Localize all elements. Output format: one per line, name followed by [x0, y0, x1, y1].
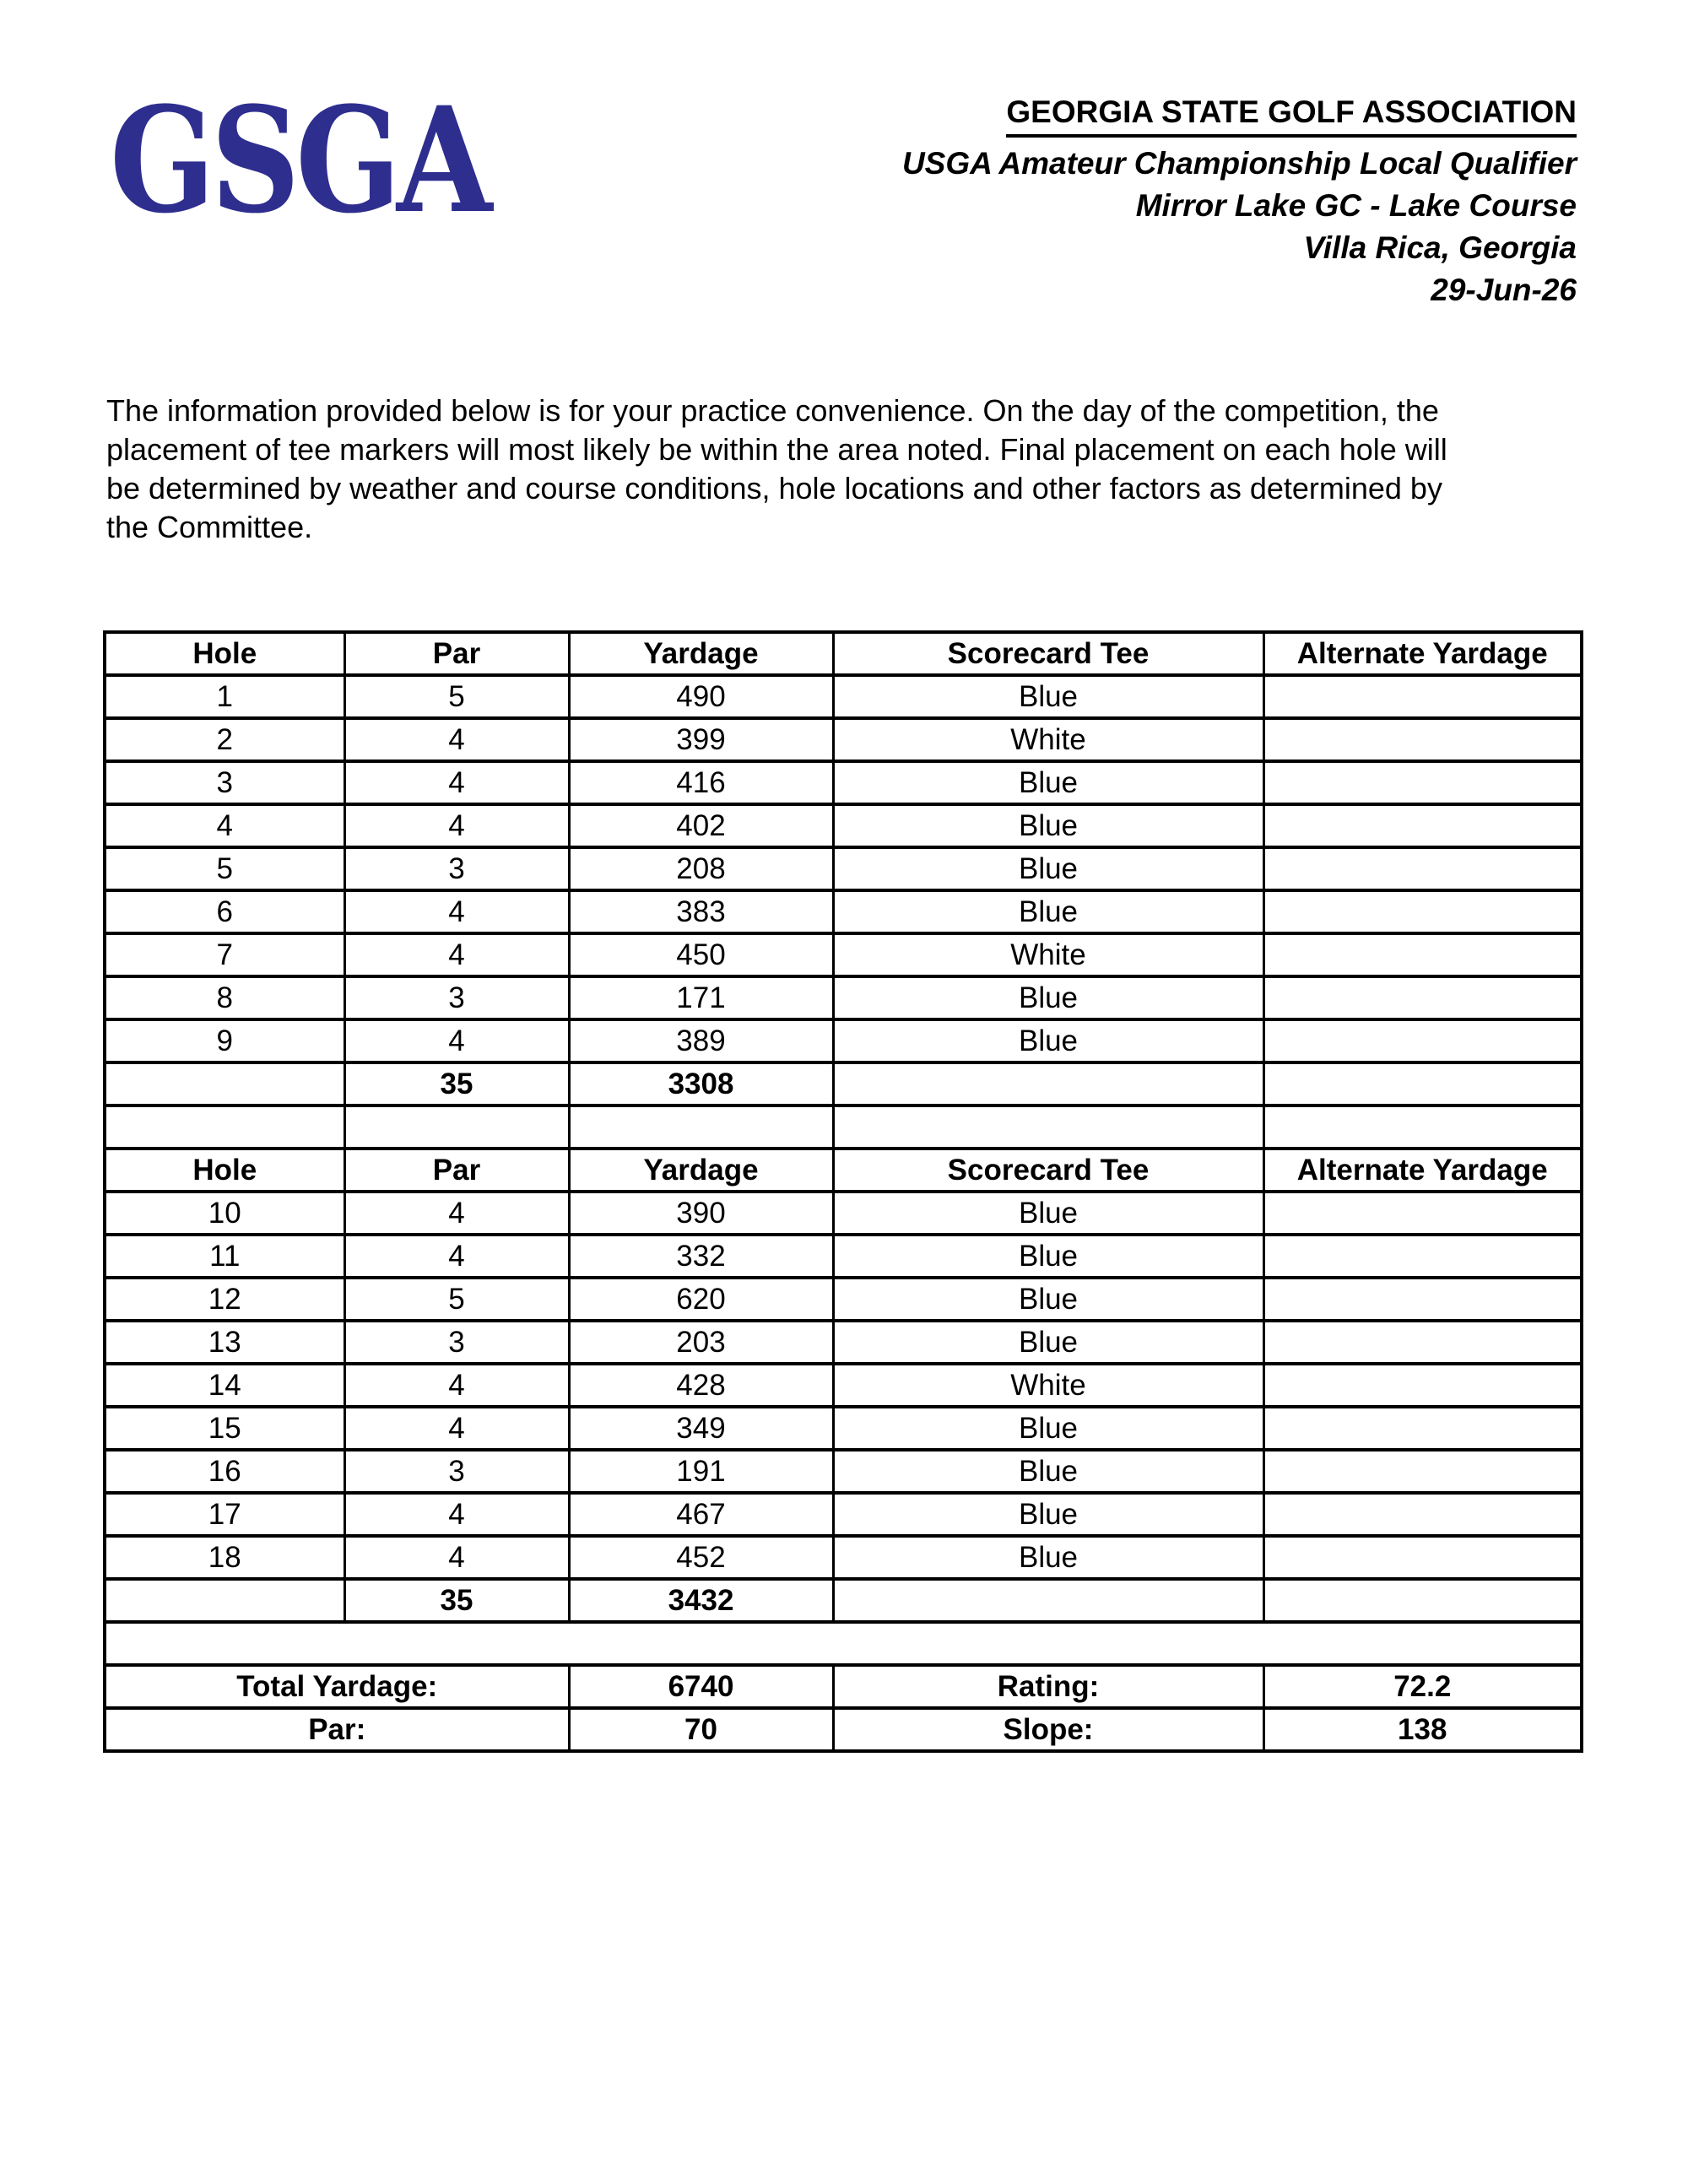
table-row [105, 718, 1582, 761]
table-row [105, 1622, 1582, 1665]
yardage-cell: 191 [569, 1450, 833, 1493]
yardage-cell: 620 [569, 1278, 833, 1321]
hole-cell: 4 [105, 804, 344, 847]
page-title: GEORGIA STATE GOLF ASSOCIATION [1006, 95, 1577, 138]
alternate-yardage-cell [1263, 1407, 1582, 1450]
alternate-yardage-cell [1263, 718, 1582, 761]
alternate-yardage-cell [1263, 1536, 1582, 1579]
header-subtitle-line: 29-Jun-26 [1431, 272, 1577, 307]
empty-cell [833, 1062, 1263, 1106]
yardage-cell: 390 [569, 1192, 833, 1235]
separator-cell [1263, 1106, 1582, 1149]
par-cell: 4 [344, 1493, 569, 1536]
scorecard-tee-cell: Blue [833, 847, 1263, 890]
alternate-yardage-cell [1263, 890, 1582, 933]
yardage-cell: 452 [569, 1536, 833, 1579]
scorecard-tee-cell: Blue [833, 976, 1263, 1019]
intro-paragraph [106, 392, 1447, 547]
table-row [105, 1493, 1582, 1536]
scorecard-tee-cell: Blue [833, 675, 1263, 718]
yardage-cell: 389 [569, 1019, 833, 1062]
column-header-cell: Yardage [569, 1149, 833, 1192]
hole-cell: 15 [105, 1407, 344, 1450]
hole-cell: 10 [105, 1192, 344, 1235]
column-header-cell: Par [344, 632, 569, 675]
subtotal-yardage-cell: 3432 [569, 1579, 833, 1622]
par-cell: 4 [344, 1019, 569, 1062]
separator-cell [105, 1622, 1582, 1665]
par-cell: 3 [344, 976, 569, 1019]
table-row [105, 1364, 1582, 1407]
tee-table-body [105, 632, 1582, 1751]
hole-cell: 2 [105, 718, 344, 761]
par-cell: 4 [344, 804, 569, 847]
par-cell: 4 [344, 1364, 569, 1407]
alternate-yardage-cell [1263, 1235, 1582, 1278]
intro-line: placement of tee markers will most likely be within the area noted. Final placement on each hole will [106, 432, 1447, 467]
table-row [105, 804, 1582, 847]
empty-cell [105, 1062, 344, 1106]
scorecard-tee-cell: Blue [833, 804, 1263, 847]
hole-cell: 5 [105, 847, 344, 890]
alternate-yardage-cell [1263, 761, 1582, 804]
hole-cell: 16 [105, 1450, 344, 1493]
table-row [105, 761, 1582, 804]
hole-cell: 7 [105, 933, 344, 976]
yardage-cell: 349 [569, 1407, 833, 1450]
par-cell: 5 [344, 675, 569, 718]
table-row [105, 933, 1582, 976]
intro-line: the Committee. [106, 510, 313, 544]
hole-cell: 6 [105, 890, 344, 933]
subtotal-yardage-cell: 3308 [569, 1062, 833, 1106]
table-row [105, 890, 1582, 933]
empty-cell [105, 1579, 344, 1622]
hole-cell: 11 [105, 1235, 344, 1278]
hole-cell: 8 [105, 976, 344, 1019]
alternate-yardage-cell [1263, 1493, 1582, 1536]
scorecard-tee-cell: White [833, 718, 1263, 761]
alternate-yardage-cell [1263, 976, 1582, 1019]
par-cell: 4 [344, 761, 569, 804]
yardage-cell: 467 [569, 1493, 833, 1536]
table-row [105, 1321, 1582, 1364]
separator-cell [105, 1106, 344, 1149]
summary-value-cell: 72.2 [1263, 1665, 1582, 1708]
gsga-logo: GSGA [110, 74, 489, 246]
yardage-cell: 490 [569, 675, 833, 718]
column-header-cell: Par [344, 1149, 569, 1192]
par-cell: 4 [344, 1235, 569, 1278]
alternate-yardage-cell [1263, 847, 1582, 890]
scorecard-tee-cell: Blue [833, 1493, 1263, 1536]
yardage-cell: 450 [569, 933, 833, 976]
yardage-cell: 416 [569, 761, 833, 804]
summary-value-cell: 70 [569, 1708, 833, 1751]
hole-cell: 17 [105, 1493, 344, 1536]
par-cell: 3 [344, 847, 569, 890]
header-subtitle-line: Villa Rica, Georgia [1303, 230, 1577, 265]
table-row [105, 1708, 1582, 1751]
scorecard-tee-cell: Blue [833, 1192, 1263, 1235]
document-header [902, 95, 1577, 311]
table-row [105, 847, 1582, 890]
scorecard-tee-cell: Blue [833, 1019, 1263, 1062]
scorecard-tee-cell: White [833, 1364, 1263, 1407]
table-row [105, 1192, 1582, 1235]
yardage-cell: 402 [569, 804, 833, 847]
alternate-yardage-cell [1263, 675, 1582, 718]
empty-cell [833, 1579, 1263, 1622]
par-cell: 5 [344, 1278, 569, 1321]
scorecard-tee-cell: Blue [833, 1450, 1263, 1493]
yardage-cell: 428 [569, 1364, 833, 1407]
scorecard-tee-cell: Blue [833, 761, 1263, 804]
yardage-cell: 399 [569, 718, 833, 761]
table-row [105, 1149, 1582, 1192]
table-row [105, 1019, 1582, 1062]
hole-cell: 9 [105, 1019, 344, 1062]
header-subtitle-line: USGA Amateur Championship Local Qualifier [901, 145, 1577, 181]
hole-cell: 14 [105, 1364, 344, 1407]
alternate-yardage-cell [1263, 1321, 1582, 1364]
scorecard-tee-cell: Blue [833, 1407, 1263, 1450]
table-row [105, 1450, 1582, 1493]
subtotal-par-cell: 35 [344, 1062, 569, 1106]
alternate-yardage-cell [1263, 1364, 1582, 1407]
scorecard-tee-cell: Blue [833, 1321, 1263, 1364]
table-row [105, 1536, 1582, 1579]
separator-cell [833, 1106, 1263, 1149]
intro-line: The information provided below is for your practice convenience. On the day of the competition, the [106, 393, 1439, 428]
column-header-cell: Scorecard Tee [833, 632, 1263, 675]
table-row [105, 976, 1582, 1019]
summary-label-cell: Total Yardage: [105, 1665, 569, 1708]
summary-label-cell: Slope: [833, 1708, 1263, 1751]
par-cell: 4 [344, 1407, 569, 1450]
par-cell: 4 [344, 890, 569, 933]
intro-line: be determined by weather and course conditions, hole locations and other factors as determined by [106, 471, 1442, 505]
alternate-yardage-cell [1263, 1450, 1582, 1493]
scorecard-tee-cell: Blue [833, 1536, 1263, 1579]
par-cell: 4 [344, 1536, 569, 1579]
summary-label-cell: Rating: [833, 1665, 1263, 1708]
column-header-cell: Hole [105, 1149, 344, 1192]
hole-cell: 12 [105, 1278, 344, 1321]
table-row [105, 1665, 1582, 1708]
scorecard-tee-cell: Blue [833, 1278, 1263, 1321]
alternate-yardage-cell [1263, 933, 1582, 976]
empty-cell [1263, 1062, 1582, 1106]
table-row [105, 675, 1582, 718]
yardage-cell: 208 [569, 847, 833, 890]
summary-value-cell: 138 [1263, 1708, 1582, 1751]
table-row [105, 632, 1582, 675]
par-cell: 4 [344, 1192, 569, 1235]
scorecard-tee-cell: Blue [833, 890, 1263, 933]
hole-cell: 1 [105, 675, 344, 718]
table-row [105, 1407, 1582, 1450]
separator-cell [569, 1106, 833, 1149]
par-cell: 4 [344, 933, 569, 976]
header-subtitles [902, 143, 1577, 311]
header-subtitle-line: Mirror Lake GC - Lake Course [1135, 187, 1577, 223]
yardage-cell: 171 [569, 976, 833, 1019]
table-row [105, 1106, 1582, 1149]
scorecard-tee-cell: White [833, 933, 1263, 976]
alternate-yardage-cell [1263, 1192, 1582, 1235]
tee-sheet-table [103, 630, 1583, 1753]
yardage-cell: 383 [569, 890, 833, 933]
summary-value-cell: 6740 [569, 1665, 833, 1708]
column-header-cell: Alternate Yardage [1263, 1149, 1582, 1192]
par-cell: 4 [344, 718, 569, 761]
scorecard-tee-cell: Blue [833, 1235, 1263, 1278]
hole-cell: 13 [105, 1321, 344, 1364]
summary-label-cell: Par: [105, 1708, 569, 1751]
column-header-cell: Yardage [569, 632, 833, 675]
table-row [105, 1062, 1582, 1106]
par-cell: 3 [344, 1450, 569, 1493]
column-header-cell: Scorecard Tee [833, 1149, 1263, 1192]
column-header-cell: Hole [105, 632, 344, 675]
yardage-cell: 203 [569, 1321, 833, 1364]
alternate-yardage-cell [1263, 1019, 1582, 1062]
hole-cell: 18 [105, 1536, 344, 1579]
empty-cell [1263, 1579, 1582, 1622]
table-row [105, 1278, 1582, 1321]
separator-cell [344, 1106, 569, 1149]
alternate-yardage-cell [1263, 1278, 1582, 1321]
table-row [105, 1579, 1582, 1622]
par-cell: 3 [344, 1321, 569, 1364]
alternate-yardage-cell [1263, 804, 1582, 847]
column-header-cell: Alternate Yardage [1263, 632, 1582, 675]
subtotal-par-cell: 35 [344, 1579, 569, 1622]
yardage-cell: 332 [569, 1235, 833, 1278]
hole-cell: 3 [105, 761, 344, 804]
table-row [105, 1235, 1582, 1278]
